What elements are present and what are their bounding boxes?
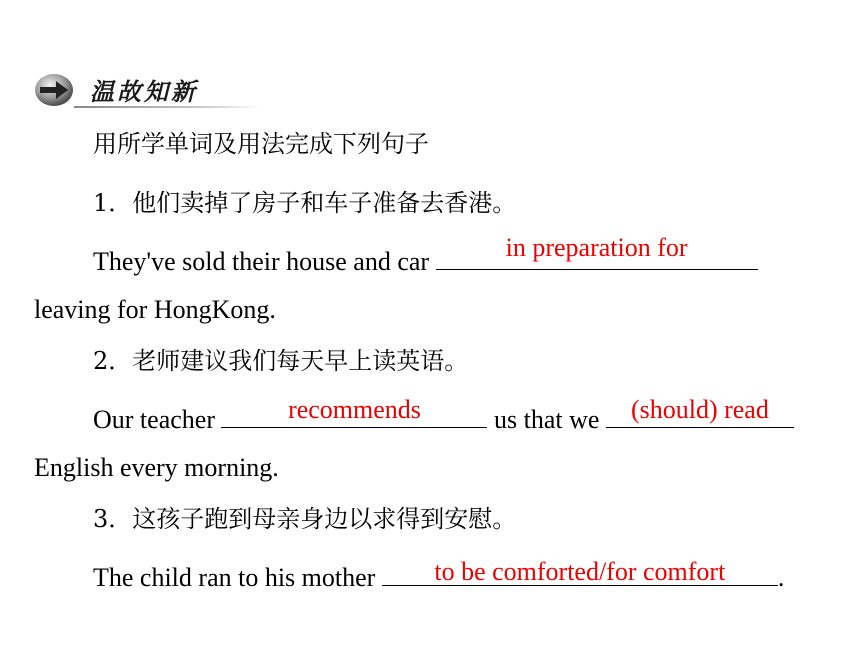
item-3-chinese: 3．这孩子跑到母亲身边以求得到安慰。 xyxy=(93,505,517,533)
item-2-chinese: 2．老师建议我们每天早上读英语。 xyxy=(93,347,469,375)
item-1-english-continued: leaving for HongKong. xyxy=(34,295,276,324)
arrow-right-icon xyxy=(34,72,78,108)
header-divider xyxy=(74,106,262,108)
item-1-english-line xyxy=(93,233,758,277)
item-1-answer: in preparation for xyxy=(505,233,688,262)
item-2-answer-blank-2 xyxy=(606,395,794,428)
item-1-chinese: 1．他们卖掉了房子和车子准备去香港。 xyxy=(93,189,517,217)
item-2-english-before: Our teacher xyxy=(93,405,222,434)
item-1-answer-blank xyxy=(436,233,758,270)
item-3-english-before: The child ran to his mother xyxy=(93,563,382,592)
item-2-english-continued: English every morning. xyxy=(34,453,279,482)
item-3-english-line xyxy=(93,559,784,593)
item-3-answer: to be comforted/for comfort xyxy=(434,557,726,586)
section-header xyxy=(34,70,234,110)
item-3-answer-blank xyxy=(382,559,778,586)
section-title: 温故知新 xyxy=(90,78,198,106)
item-2-answer-2: (should) read xyxy=(630,395,769,424)
item-2-answer-1: recommends xyxy=(288,395,421,424)
item-1-english-before: They've sold their house and car xyxy=(93,247,436,276)
item-3-english-end: . xyxy=(777,563,785,592)
item-2-english-middle: us that we xyxy=(487,405,606,434)
item-2-answer-blank-1 xyxy=(221,395,487,428)
item-2-english-line xyxy=(93,395,794,435)
instruction-text: 用所学单词及用法完成下列句子 xyxy=(93,130,429,158)
